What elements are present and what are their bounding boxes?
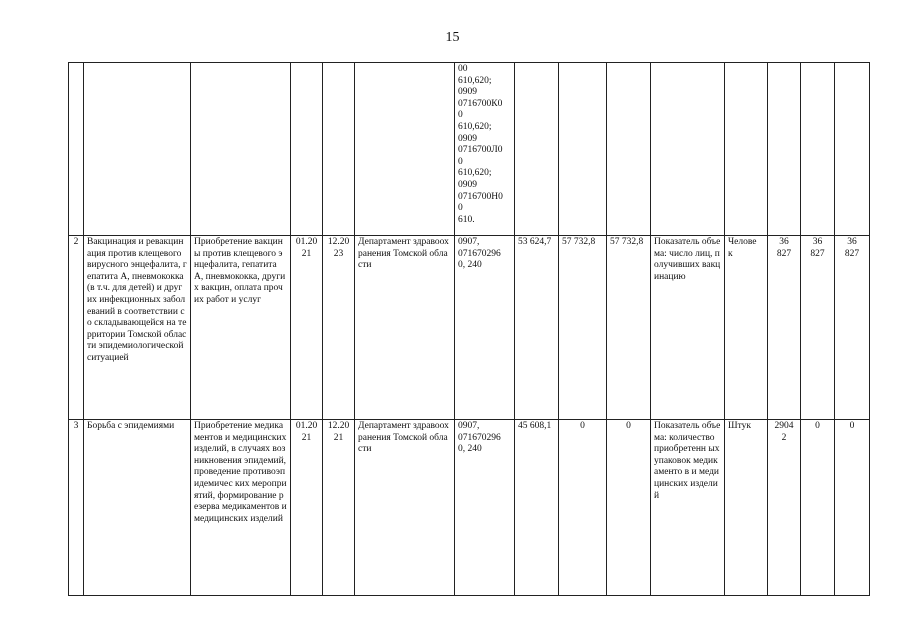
indicator: Показатель объема: число лиц, получивших вакцинацию <box>651 236 725 420</box>
value-year-1: 2904 2 <box>768 420 801 596</box>
amount-year-3: 0 <box>607 420 651 596</box>
budget-code: 0907, 071670296 0, 240 <box>455 236 515 420</box>
task-name: Вакцинация и ревакцинация против клещевого вирусного энцефалита, гепатита А, пневмококка (в т.ч. для детей) и других инфекционных заболеваний в соответствии со складывающейся на территории Томской области эпидемиологической ситуацией <box>84 236 191 420</box>
task-name: Борьба с эпидемиями <box>84 420 191 596</box>
value-year-2: 36 827 <box>801 236 835 420</box>
event-description: Приобретение медикаментов и медицинских изделий, в случаях возникновения эпидемий, проведение противоэпидемичес ких мероприятий, формирование резерва медикаментов и медицинских изделий <box>191 420 291 596</box>
executor: Департамент здравоохранения Томской области <box>355 420 455 596</box>
value-year-2 <box>801 63 835 236</box>
value-year-3: 0 <box>835 420 870 596</box>
indicator: Показатель объема: количество приобретенн ых упаковок медикаменто в и медицинских изделий <box>651 420 725 596</box>
unit: Челове к <box>725 236 768 420</box>
value-year-1 <box>768 63 801 236</box>
amount-year-1: 45 608,1 <box>515 420 559 596</box>
table-row <box>69 63 870 236</box>
end-date: 12.20 23 <box>323 236 355 420</box>
task-name <box>84 63 191 236</box>
budget-code: 00 610,620; 0909 0716700К0 0 610,620; 0909 0716700Л0 0 610,620; 0909 0716700Н0 0 610. <box>455 63 515 236</box>
start-date: 01.20 21 <box>291 236 323 420</box>
value-year-1: 36 827 <box>768 236 801 420</box>
amount-year-3: 57 732,8 <box>607 236 651 420</box>
end-date <box>323 63 355 236</box>
page-number: 15 <box>445 30 460 45</box>
amount-year-2: 57 732,8 <box>559 236 607 420</box>
amount-year-3 <box>607 63 651 236</box>
table-row <box>69 236 870 420</box>
row-number: 3 <box>69 420 84 596</box>
value-year-3 <box>835 63 870 236</box>
unit: Штук <box>725 420 768 596</box>
table-row <box>69 420 870 596</box>
amount-year-2: 0 <box>559 420 607 596</box>
row-number: 2 <box>69 236 84 420</box>
executor <box>355 63 455 236</box>
executor: Департамент здравоохранения Томской области <box>355 236 455 420</box>
value-year-3: 36 827 <box>835 236 870 420</box>
start-date: 01.20 21 <box>291 420 323 596</box>
event-description: Приобретение вакцины против клещевого энцефалита, гепатита А, пневмококка, других вакцин, оплата прочих работ и услуг <box>191 236 291 420</box>
amount-year-1 <box>515 63 559 236</box>
budget-code: 0907, 071670296 0, 240 <box>455 420 515 596</box>
amount-year-2 <box>559 63 607 236</box>
program-table <box>68 62 870 596</box>
indicator <box>651 63 725 236</box>
value-year-2: 0 <box>801 420 835 596</box>
event-description <box>191 63 291 236</box>
amount-year-1: 53 624,7 <box>515 236 559 420</box>
start-date <box>291 63 323 236</box>
row-number <box>69 63 84 236</box>
unit <box>725 63 768 236</box>
end-date: 12.20 21 <box>323 420 355 596</box>
